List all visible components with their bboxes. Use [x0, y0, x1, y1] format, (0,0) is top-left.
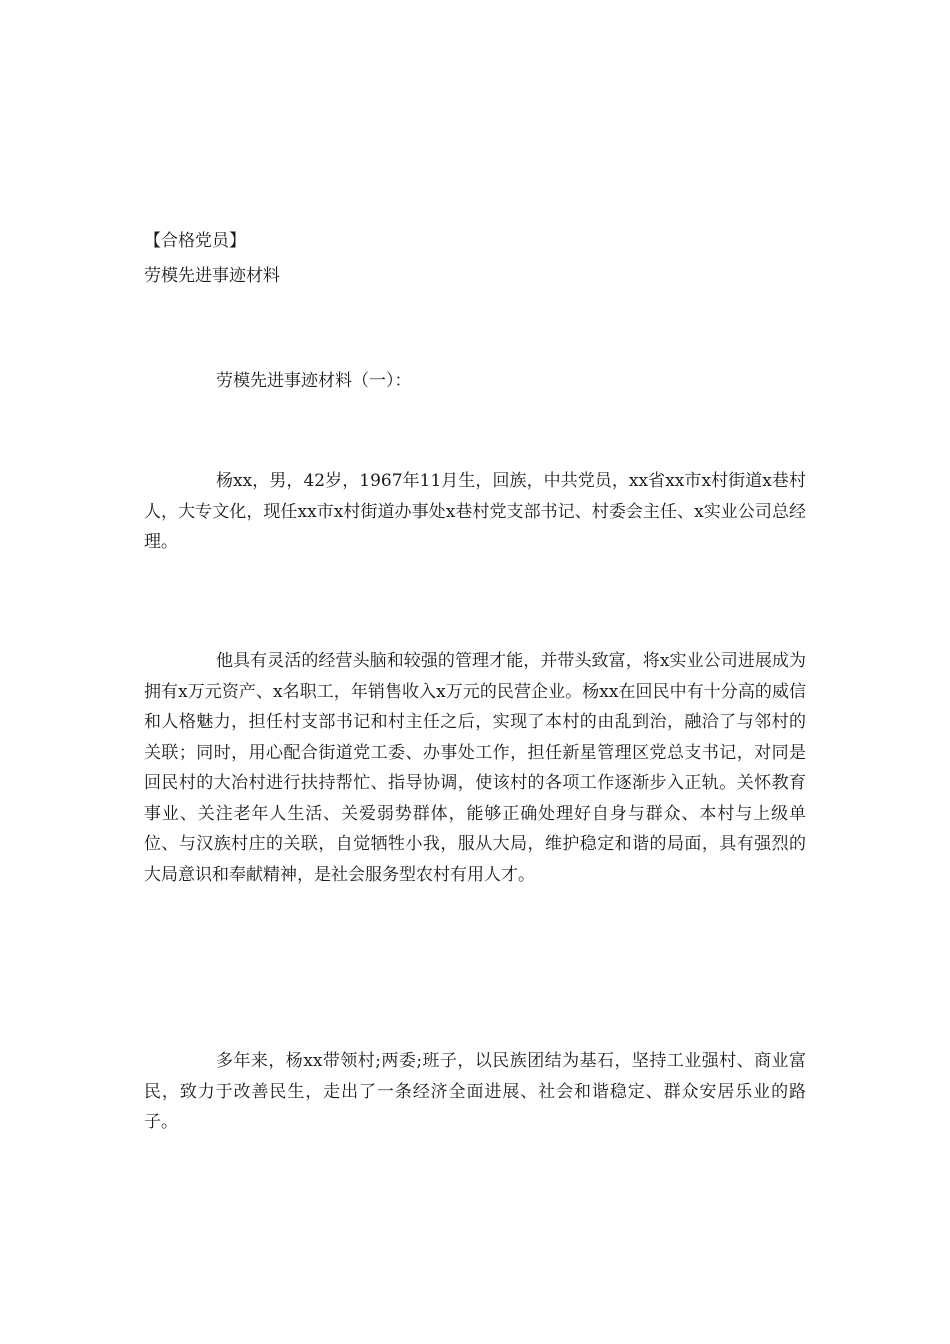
paragraph-1: 杨xx，男，42岁，1967年11月生，回族，中共党员，xx省xx市x村街道x巷村人，大专文化，现任xx市x村街道办事处x巷村党支部书记、村委会主任、x实业公司总经理。 — [144, 471, 806, 552]
document-label: 【合格党员】 — [144, 231, 246, 251]
paragraph-3: 多年来，杨xx带领村;两委;班子，以民族团结为基石，坚持工业强村、商业富民，致力于改善民生，走出了一条经济全面进展、社会和谐稳定、群众安居乐业的路子。 — [144, 1051, 806, 1132]
paragraph-2: 他具有灵活的经营头脑和较强的管理才能，并带头致富，将x实业公司进展成为拥有x万元资产、x名职工，年销售收入x万元的民营企业。杨xx在回民中有十分高的威信和人格魅力，担任村支部书记和村主任之后，实现了本村的由乱到治，融洽了与邻村的关联；同时，用心配合街道党工委、办事处工作，担任新星管理区党总支书记，对同是回民村的大冶村进行扶持帮忙、指导协调，使该村的各项工作逐渐步入正轨。关怀教育事业、关注老年人生活、关爱弱势群体，能够正确处理好自身与群众、本村与上级单位、与汉族村庄的关联，自觉牺牲小我，服从大局，维护稳定和谐的局面，具有强烈的大局意识和奉献精神，是社会服务型农村有用人才。 — [144, 651, 806, 885]
document-title: 劳模先进事迹材料 — [144, 266, 280, 286]
section-heading: 劳模先进事迹材料（一）： — [216, 371, 412, 391]
